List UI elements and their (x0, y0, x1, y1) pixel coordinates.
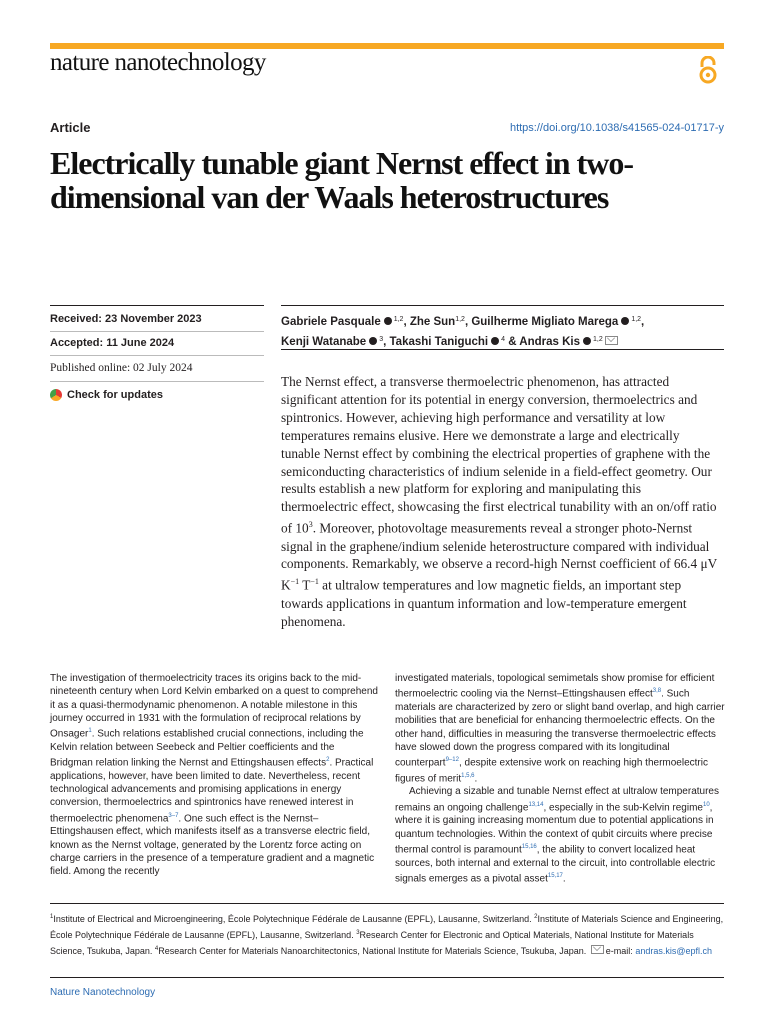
affiliation-ref: 1,2 (631, 316, 642, 323)
author-name[interactable]: & Andras Kis (505, 336, 581, 348)
journal-name: nature nanotechnology (50, 49, 266, 76)
orcid-icon[interactable] (384, 317, 392, 325)
author-name[interactable]: Gabriele Pasquale (281, 316, 381, 328)
body-text: Achieving a sizable and tunable Nernst effect at ultralow temperatures remains an ongoing challenge (395, 786, 719, 813)
affiliation-ref: 1,2 (593, 336, 603, 343)
superscript: 3 (356, 930, 360, 936)
divider (281, 349, 724, 350)
footnote-divider (50, 903, 724, 904)
affiliation: Institute of Electrical and Microengineering, École Polytechnique Fédérale de Lausanne (EPFL), Lausanne, Switzerland. (53, 914, 535, 924)
check-updates-icon (50, 389, 62, 401)
affiliation-ref: 4 (501, 336, 506, 343)
author-name[interactable]: Kenji Watanabe (281, 336, 367, 348)
article-title: Electrically tunable giant Nernst effect in two-dimensional van der Waals heterostructures (50, 145, 633, 215)
citation-link[interactable]: 1 (88, 728, 92, 735)
body-text: . (562, 873, 566, 885)
divider (50, 355, 264, 356)
doi-link[interactable]: https://doi.org/10.1038/s41565-024-01717-y (509, 122, 724, 134)
body-text: , where it is gaining increasing momentum due to potential applications in quantum technologies. Within the context of qubit circuits where precise thermal control is paramount (395, 801, 714, 856)
divider (50, 331, 264, 332)
abstract-text: . Moreover, photovoltage measurements reveal a stronger photo-Nernst signal in the graphene/indium selenide heterostructure compared with individual components. Remarkably, we observe a record-high Nernst coefficient of 66.4 μV K (281, 520, 717, 593)
email-label: e-mail: (605, 946, 636, 956)
check-updates-label: Check for updates (67, 389, 163, 401)
body-text: investigated materials, topological semimetals show promise for efficient thermoelectric cooling via the Nernst–Ettingshausen effect (395, 673, 715, 700)
superscript: −1 (290, 577, 300, 587)
email-icon (591, 945, 604, 954)
author-name[interactable]: , Zhe Sun (403, 316, 456, 328)
superscript: 3 (308, 520, 313, 530)
published-date: Published online: 02 July 2024 (50, 362, 193, 374)
body-text: . Such materials are characterized by zero or slight band overlap, and high carrier mobilities that are beneficial for enhancing thermoelectric effects. On the other hand, difficulties in measuring the transverse thermoelectric effects have slowed down the progress compared with its longitudinal counterpart (395, 688, 725, 769)
abstract-text: at ultralow temperatures and low magnetic fields, an important step towards applications in quantum information and low-temperature emergent phenomena. (281, 577, 687, 629)
footer-divider (50, 977, 724, 978)
citation-link[interactable]: 2 (326, 757, 330, 764)
email-icon[interactable] (605, 336, 618, 345)
citation-link[interactable]: 1,5,6 (461, 772, 475, 779)
affiliation-ref: 3 (379, 336, 384, 343)
body-text: The investigation of thermoelectricity traces its origins back to the mid-nineteenth century when Lord Kelvin embarked on a quest to comprehend it as a quasi-thermodynamic phenomenon. A notable milestone in this journey occurred in 1931 with the formulation of reciprocal relations by Onsager (50, 673, 378, 740)
separator: , (641, 316, 645, 328)
citation-link[interactable]: 3,8 (652, 688, 662, 695)
paragraph (395, 785, 725, 885)
check-for-updates-button[interactable] (50, 389, 163, 401)
body-text: . Practical applications, however, have been limited to date. Nevertheless, recent technological advancements and promising applications in energy conversion, thermoelectrics and spintronics have renewed interest in thermoelectric phenomena (50, 757, 374, 824)
received-date: Received: 23 November 2023 (50, 313, 202, 325)
accepted-date: Accepted: 11 June 2024 (50, 337, 175, 349)
divider (50, 305, 264, 306)
orcid-icon[interactable] (621, 317, 629, 325)
citation-link[interactable]: 9–12 (445, 757, 459, 764)
footer-journal-name[interactable]: Nature Nanotechnology (50, 987, 156, 998)
abstract-text: T (299, 577, 311, 593)
orcid-icon[interactable] (583, 337, 591, 345)
affiliation-ref: 1,2 (393, 316, 404, 323)
affiliation: Institute of Materials Science and Engineering, École Polytechnique Fédérale de Lausanne (EPFL), Lausanne, Switzerland. (50, 914, 724, 940)
body-text: , despite extensive work on reaching high thermoelectric figures of merit (395, 757, 708, 785)
orcid-icon[interactable] (491, 337, 499, 345)
author-list (281, 311, 721, 351)
citation-link[interactable]: 13,14 (528, 801, 544, 808)
citation-link[interactable]: 10 (702, 801, 710, 808)
affiliations-footnote (50, 910, 724, 958)
superscript: 2 (534, 914, 538, 920)
superscript: 1 (50, 914, 54, 920)
superscript: 4 (154, 946, 159, 952)
superscript: −1 (310, 577, 319, 587)
article-type: Article (50, 120, 91, 135)
orcid-icon[interactable] (369, 337, 377, 345)
email-link[interactable]: andras.kis@epfl.ch (635, 946, 712, 956)
body-column-left (50, 672, 380, 878)
open-access-icon (697, 56, 719, 84)
paragraph (395, 672, 725, 785)
body-column-right (395, 672, 725, 885)
citation-link[interactable]: 15,16 (521, 843, 537, 850)
affiliation: Research Center for Electronic and Optical Materials, National Institute for Materials Science, Tsukuba, Japan. (50, 930, 694, 956)
body-text: . (474, 773, 478, 785)
affiliation: Research Center for Materials Nanoarchitectonics, National Institute for Materials Science, Tsukuba, Japan. (158, 946, 589, 956)
body-text: , the ability to convert localized heat sources, both internal and external to the circuit, into controllable electric signals emerges as a pivotal asset (395, 844, 716, 885)
citation-link[interactable]: 3–7 (168, 812, 179, 819)
divider (281, 305, 724, 306)
author-name[interactable]: , Takashi Taniguchi (383, 336, 489, 348)
body-text: . One such effect is the Nernst–Ettingshausen effect, which manifests itself as a transverse electric field, known as the Nernst voltage, generated by the Lorentz force acting on charge carriers in the presence of a temperature gradient and a magnetic field. Among the recently (50, 812, 375, 878)
abstract-text: The Nernst effect, a transverse thermoelectric phenomenon, has attracted significant attention for its potential in energy conversion, thermoelectrics and spintronics. However, achieving high performance and versatility at low temperatures remains elusive. Here we demonstrate a large and electrically tunable Nernst effect by combining the electrical properties of graphene with the semiconducting characteristics of indium selenide in a field-effect geometry. Our results establish a new platform for exploring and manipulating this thermoelectric effect, showcasing the first electrical tunability with an on/off ratio of 10 (281, 374, 717, 536)
abstract (281, 373, 721, 631)
author-name[interactable]: , Guilherme Migliato Marega (464, 316, 619, 328)
citation-link[interactable]: 15,17 (547, 872, 563, 879)
affiliation-ref: 1,2 (455, 316, 465, 323)
body-text: . Such relations established crucial connections, including the Kelvin relation between Seebeck and Peltier coefficients and the Bridgman relation linking the Nernst and Ettingshausen effects (50, 728, 364, 769)
divider (50, 381, 264, 382)
body-text: , especially in the sub-Kelvin regime (543, 801, 703, 813)
